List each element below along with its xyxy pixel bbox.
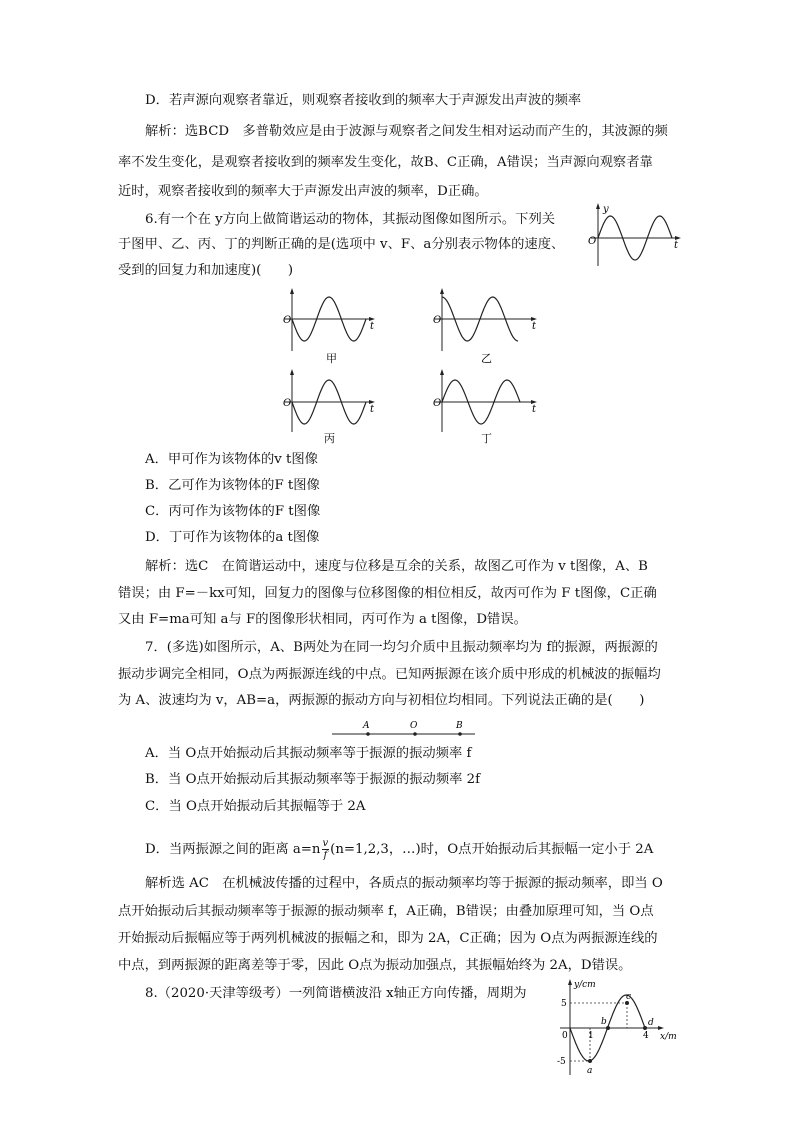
q6-main-figure xyxy=(586,200,686,270)
q7-option-d-post: (n=1,2,3，…)时，O点开始振动后其振幅一定小于 2A xyxy=(330,842,654,857)
q5-analysis-line-1: 解析：选BCD 多普勒效应是由于波源与观察者之间发生相对运动而产生的，其波源的频 xyxy=(145,124,668,139)
t-label: t xyxy=(370,404,375,415)
q7-stem-line-1: 7．(多选)如图所示，A、B两处为在同一均匀介质中且振动频率均为 f的振源，两振源的 xyxy=(145,640,658,655)
q5-analysis-line-3: 近时，观察者接收到的频率大于声源发出声波的频率，D正确。 xyxy=(118,184,488,199)
tick-1: 1 xyxy=(588,1031,594,1041)
q6-option-a: A．甲可作为该物体的v t图像 xyxy=(145,452,318,467)
q6-option-b: B．乙可作为该物体的F t图像 xyxy=(145,478,320,493)
y-axis-arrow xyxy=(596,203,600,209)
q7-analysis-line-1: 解析选 AC 在机械波传播的过程中，各质点的振动频率均等于振源的振动频率，即当 O xyxy=(145,876,663,891)
q7-analysis-line-4: 中点，到两振源的距离差等于零，因此 O点为振动加强点，其振幅始终为 2A，D错误。 xyxy=(118,958,632,973)
t-label: t xyxy=(370,321,375,332)
caption-bing: 丙 xyxy=(324,432,335,445)
q6-option-c: C．丙可作为该物体的F t图像 xyxy=(145,504,321,519)
q7-source-line-figure xyxy=(330,718,480,742)
point-b xyxy=(458,732,462,736)
q6-analysis-line-1: 解析：选C 在简谐运动中，速度与位移是互余的关系，故图乙可作为 v t图像，A、B xyxy=(145,559,648,574)
x-axis-label: x/m xyxy=(660,1032,677,1042)
y-axis-arrow xyxy=(290,288,294,294)
fraction-v-over-f xyxy=(322,838,330,861)
q6-stem-line-2: 于图甲、乙、丙、丁的判断正确的是(选项中 v、F、a分别表示物体的速度、 xyxy=(118,237,565,252)
y-axis-arrow xyxy=(290,369,294,375)
origin-label: O xyxy=(283,315,292,326)
label-a: A xyxy=(363,721,370,731)
q7-option-a: A．当 O点开始振动后其振动频率等于振源的振动频率 f xyxy=(145,746,472,761)
figure-yi xyxy=(430,285,540,365)
tick-minus-5: -5 xyxy=(557,1057,566,1067)
q8-stem-line-1: 8.（2020·天津等级考）一列简谐横波沿 x轴正方向传播，周期为 xyxy=(145,986,527,1001)
label-b: b xyxy=(601,1017,607,1027)
q6-stem-line-3: 受到的回复力和加速度)( ) xyxy=(118,263,294,278)
caption-yi: 乙 xyxy=(481,352,492,365)
q7-stem-line-2: 振动步调完全相同，O点为两振源连线的中点。已知两振源在该介质中形成的机械波的振幅均 xyxy=(118,667,661,682)
label-b: B xyxy=(456,721,463,731)
q6-analysis-line-2: 错误；由 F=－kx可知，回复力的图像与位移图像的相位相反，故丙可作为 F t图像，C正确 xyxy=(118,586,657,601)
origin-label: O xyxy=(283,398,292,409)
q8-wave-figure xyxy=(548,975,678,1079)
y-axis-label: y/cm xyxy=(574,980,596,990)
q7-option-b: B．当 O点开始振动后其振动频率等于振源的振动频率 2f xyxy=(145,772,481,787)
t-label: t xyxy=(532,404,537,415)
t-label: t xyxy=(674,240,679,251)
q7-option-d xyxy=(145,838,653,861)
fraction-denominator: f xyxy=(323,850,328,861)
q6-option-d: D．丁可作为该物体的a t图像 xyxy=(145,530,320,545)
q6-stem-line-1: 6.有一个在 y方向上做简谐运动的物体，其振动图像如图所示。下列关 xyxy=(145,212,556,227)
label-a: a xyxy=(587,1066,593,1076)
origin-label: O xyxy=(588,236,597,247)
origin-label: O xyxy=(433,398,442,409)
origin-label: 0 xyxy=(562,1031,568,1041)
figure-bing xyxy=(280,366,380,444)
q7-analysis-line-3: 开始振动后振幅应等于两列机械波的振幅之和，即为 2A，C正确；因为 O点为两振源连线的 xyxy=(118,931,658,946)
point-o xyxy=(413,732,417,736)
point-a xyxy=(588,1059,592,1063)
label-c: c xyxy=(626,992,632,1002)
tick-5: 5 xyxy=(561,999,567,1009)
caption-ding: 丁 xyxy=(481,432,492,445)
caption-jia: 甲 xyxy=(326,352,337,365)
q6-analysis-line-3: 又由 F=ma可知 a与 F的图像形状相同，丙可作为 a t图像，D错误。 xyxy=(118,612,527,627)
label-d: d xyxy=(648,1018,654,1028)
figure-jia xyxy=(280,285,380,365)
tick-4: 4 xyxy=(643,1031,649,1041)
x-axis-arrow xyxy=(658,1026,664,1030)
label-o: O xyxy=(410,721,418,731)
q5-analysis-line-2: 率不发生变化，是观察者接收到的频率发生变化，故B、C正确，A错误；当声源向观察者靠 xyxy=(118,155,653,170)
y-label: y xyxy=(603,204,609,215)
y-axis-arrow xyxy=(568,979,572,985)
q7-analysis-line-2: 点开始振动后其振动频率等于振源的振动频率 f，A正确，B错误；由叠加原理可知，当 O点 xyxy=(118,904,654,919)
t-label: t xyxy=(532,321,537,332)
point-d xyxy=(643,1026,647,1030)
figure-ding xyxy=(430,366,540,444)
q5-option-d: D．若声源向观察者靠近，则观察者接收到的频率大于声源发出声波的频率 xyxy=(145,93,582,108)
q7-option-c: C．当 O点开始振动后其振幅等于 2A xyxy=(145,799,366,814)
y-axis-arrow xyxy=(440,369,444,375)
fraction-numerator: v xyxy=(322,838,329,849)
q7-stem-line-3: 为 A、波速均为 v，AB=a，两振源的振动方向与初相位均相同。下列说法正确的是( ) xyxy=(118,693,645,708)
q7-option-d-pre: D．当两振源之间的距离 a=n xyxy=(145,842,321,857)
point-a xyxy=(366,732,370,736)
origin-label: O xyxy=(433,315,442,326)
y-axis-arrow xyxy=(440,288,444,294)
